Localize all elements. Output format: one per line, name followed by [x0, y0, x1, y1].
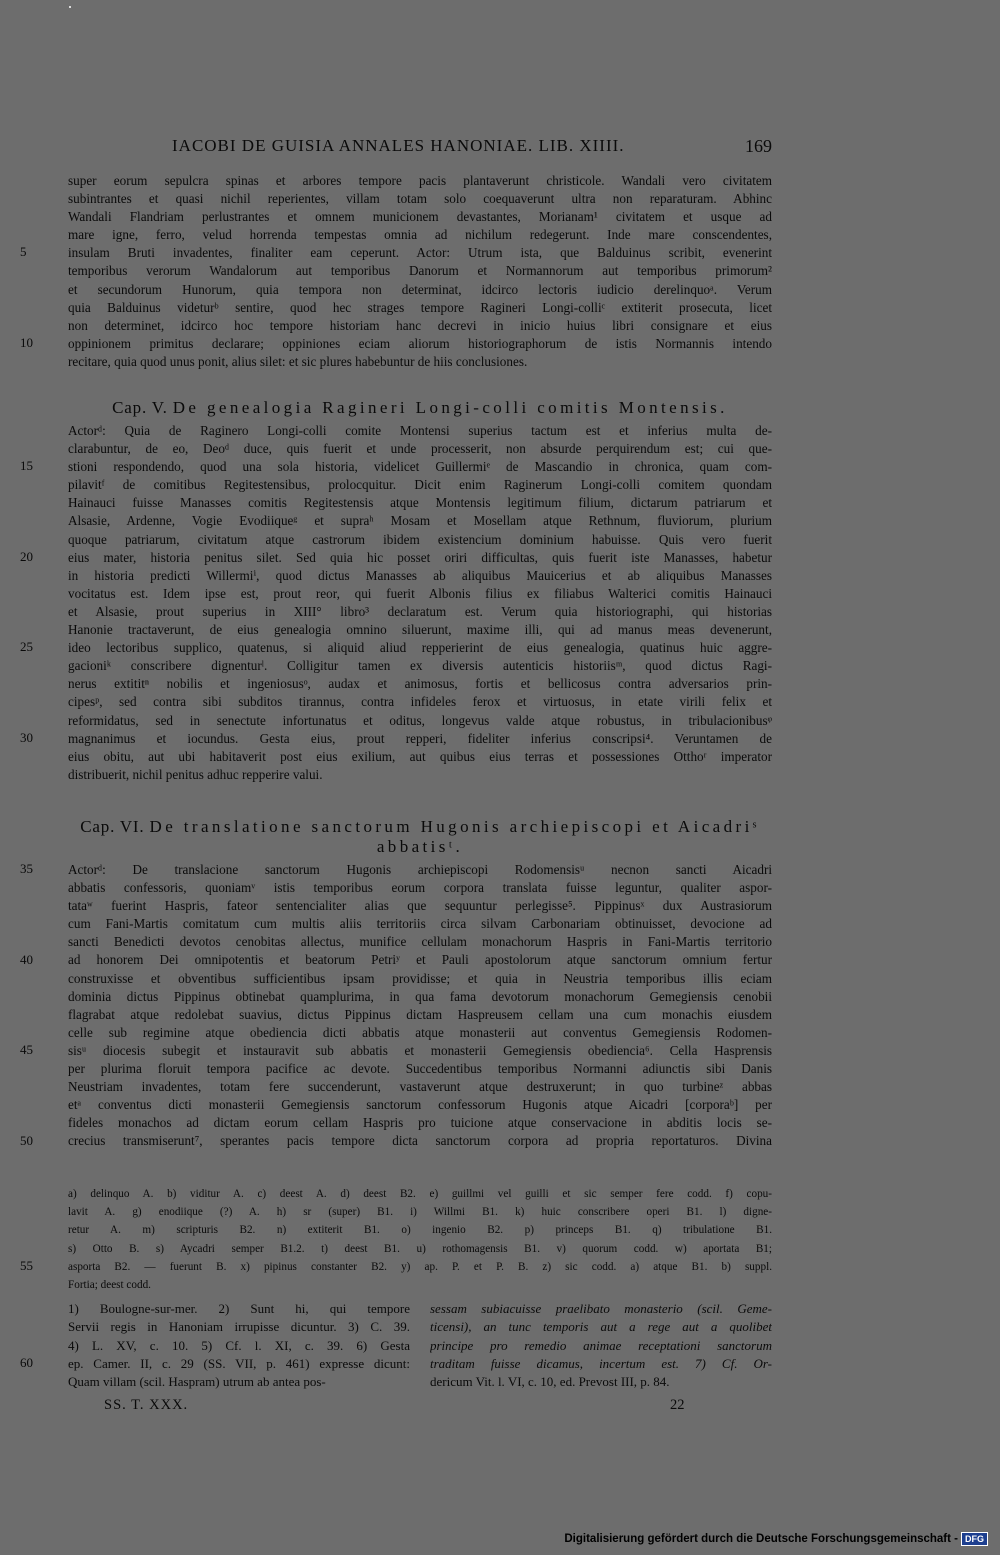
text-line [68, 1114, 772, 1132]
line-number: 25 [20, 639, 33, 655]
line-text: temporibus verorum Wandalorum aut temporibus Danorum et Normannorum aut temporibus primorum² [68, 263, 772, 279]
text-line [68, 567, 772, 585]
running-head [172, 136, 772, 157]
text-line [68, 951, 772, 969]
text-line [68, 244, 772, 262]
text-line [68, 1185, 772, 1203]
line-text: reformidatus, sed in senectute infortunatus et oditus, longevus valde atque robustus, in tribulacionibusᵠ [68, 712, 772, 728]
text-line [68, 422, 772, 440]
text-line [68, 693, 772, 711]
text-line [68, 897, 772, 915]
line-text: retur A. m) scripturis B2. n) extiterit B1. o) ingenio B2. p) princeps B1. q) tribulatione B1. [68, 1224, 772, 1237]
line-text: oppinionem primitus declarare; oppiniones eciam aliorum historiographorum de istis Normannis intendo [68, 335, 772, 351]
text-line [68, 262, 772, 280]
text-line [68, 335, 772, 353]
line-number: 30 [20, 729, 33, 745]
text-line [68, 1203, 772, 1221]
text-line [68, 657, 772, 675]
line-text: fideles monachos ad dictam eorum cellam Haspris pro tuicione atque conservacione in abditis locis se- [68, 1115, 772, 1131]
text-line [68, 1337, 410, 1355]
historical-notes-left [68, 1300, 410, 1391]
text-line [68, 748, 772, 766]
paragraph-wandali [68, 172, 772, 371]
line-text: sancti Benedicti devotos cenobitas allectus, munifice cellulam monachorum Haspris in Fani-Martis territorio [68, 934, 772, 950]
text-line [68, 603, 772, 621]
text-line [68, 172, 772, 190]
line-text: stioni respondendo, quod una sola historia, videlicet Guillermiᵉ de Mascandio in chronica, quam com- [68, 459, 772, 475]
chapter-title: De genealogia Ragineri Longi-colli comitis Montensis. [172, 398, 728, 417]
line-text: celle sub regimine atque obediencia dicti abbatis atque monasterii aut conventus Gemegiensis Rodomen- [68, 1024, 772, 1040]
chapter-label: Cap. V. [112, 398, 168, 417]
text-line [68, 494, 772, 512]
text-line [68, 621, 772, 639]
line-text: ideo lectoribus supplico, quatenus, si aliquid aliud repperierint de eius genealogia, quatinus huic aggre- [68, 640, 772, 656]
scan-speck [69, 6, 71, 8]
text-line [68, 861, 772, 879]
line-text: Hainauci fuisse Manasses comitis Regitestensis atque Montensis legitimum filium, dictarum patriarum et [68, 495, 772, 511]
text-line [68, 766, 772, 784]
running-title: IACOBI DE GUISIA ANNALES HANONIAE. LIB. XIIII. [172, 136, 625, 155]
text-line [68, 226, 772, 244]
line-text: clarabuntur, de eo, Deoᵈ duce, quis fuerit et unde processerit, non absurde perquirendum est; cui que- [68, 441, 772, 457]
line-text: quoque patriarum, civitatum atque castrorum ibidem existencium dominium habuisse. Quis vero fuerit [68, 531, 772, 547]
text-line [68, 531, 772, 549]
line-text: flagrabat atque redolebat suavius, dictus Pippinus dictam Haspreusem cellam una cum monachis eiusdem [68, 1006, 772, 1022]
line-text: Actorᵈ: De translacione sanctorum Hugonis archiepiscopi Rodomensisᵘ necnon sancti Aicadri [68, 862, 772, 877]
text-line [68, 1318, 410, 1336]
line-number: 10 [20, 334, 33, 350]
line-text: gacioniᵏ conscribere dignenturˡ. Colligitur tamen ex diversis autenticis historiisᵐ, quod dictus Ragi- [68, 658, 772, 674]
line-text: abbatis confessoris, quoniamᵛ istis temporibus eorum corpora translata fuisse leguntur, qualiter aspor- [68, 880, 772, 896]
text-line [68, 712, 772, 730]
note-line: sessam subiacuisse praelibato monasterio (scil. Geme- [430, 1301, 772, 1316]
line-text: distribuerit, nichil penitus adhuc repperire valui. [68, 766, 323, 782]
line-text: a) delinquo A. b) viditur A. c) deest A. d) deest B2. e) guillmi vel guilli et sic semper fere codd. f) copu- [68, 1188, 772, 1200]
dfg-credit [564, 1532, 988, 1546]
note-line: principe pro remedio animae receptationi sanctorum [430, 1337, 772, 1353]
note-line: ticensi), an tunc temporis aut a rege aut a quolibet [430, 1319, 772, 1335]
line-text: eius obitu, aut ubi habitaverit post eius exilium, aut quibus eius terras et possessiones Otthoʳ imperator [68, 748, 772, 764]
line-text: dominia dictus Pippinus obtinebat quamplurima, in qua fama devotorum monachorum Gemegiensis cenobii [68, 988, 772, 1004]
text-line [68, 988, 772, 1006]
line-text: tataʷ fuerint Haspris, fateor sentencialiter alias que sequuntur perlegisse⁵. Pippinusˣ dux Austrasiorum [68, 898, 772, 914]
line-text: Fortia; deest codd. [68, 1279, 151, 1292]
line-text: vocitatus est. Idem ipse est, prout reor, qui fuerit Albonis filius ex filiabus Walterici comitis Hainauci [68, 585, 772, 601]
text-line [68, 1258, 772, 1276]
line-text: subintrantes et quasi nichil reperientes, villam totam solo coequaverunt ultra non reparaturam. Abhinc [68, 191, 772, 207]
text-line [68, 1300, 410, 1318]
line-number: 60 [20, 1354, 33, 1370]
line-text: crecius transmiserunt⁷, sperantes pacis tempore dicta sanctorum corpora ad propria reportaturos. Divina [68, 1133, 772, 1149]
text-line [68, 549, 772, 567]
text-line [68, 512, 772, 530]
line-number: 5 [20, 244, 27, 260]
text-line [68, 1006, 772, 1024]
text-line [68, 476, 772, 494]
line-text: per plurima floruit tempora pacifice ac devote. Succedentibus temporibus Normanni adiunctis sibi Danis [68, 1061, 772, 1077]
line-number: 50 [20, 1132, 33, 1148]
chapter-heading-5 [68, 398, 772, 418]
line-number: 45 [20, 1042, 33, 1057]
text-line [68, 1276, 772, 1294]
text-line [68, 730, 772, 748]
line-number: 15 [20, 458, 33, 474]
dfg-logo: DFG [961, 1532, 988, 1546]
text-line [68, 675, 772, 693]
line-text: non determinet, idcirco hoc tempore historiam hanc decrevi in inicio huius libri consignare et eius [68, 317, 772, 333]
text-line [68, 1355, 410, 1373]
line-text: nerus extititⁿ nobilis et ingeniosusᵒ, audax et animosus, fortis et bellicosus contra adversarios prin- [68, 676, 772, 692]
historical-notes-right [430, 1300, 772, 1391]
text-line [68, 317, 772, 335]
text-line [68, 879, 772, 897]
text-line [68, 933, 772, 951]
line-text: s) Otto B. s) Aycadri semper B1.2. t) deest B1. u) rothomagensis B1. v) quorum codd. w) aportata B1; [68, 1242, 772, 1255]
line-text: Alsasie, Ardenne, Vogie Evodiiqueᵍ et supraʰ Mosam et Mosellam atque Rethnum, fluviorum, plurium [68, 513, 772, 529]
text-line [68, 299, 772, 317]
line-text: in historia predicti Willermiⁱ, quod dictus Manasses ab aliquibus Mauicerius et ab aliquibus Manasses [68, 567, 772, 583]
line-text: eius mater, historia penitus silet. Sed quia hic posset oriri difficultas, quis fuerit iste Manasses, habetur [68, 549, 772, 565]
line-text: 4) L. XV, c. 10. 5) Cf. l. XI, c. 39. 6) Gesta [68, 1337, 410, 1353]
line-text: sisᵘ diocesis subegit et instauravit sub abbatis et monasterii Gemegiensis obediencia⁶. Cella Hasprensis [68, 1042, 772, 1058]
line-text: Quam villam (scil. Haspram) utrum ab antea pos- [68, 1374, 326, 1390]
line-text: etᵃ conventus dicti monasterii Gemegiensis sanctorum confessorum Hugonis atque Aicadri [corporaᵇ] per [68, 1097, 772, 1113]
line-text: lavit A. g) enodiique (?) A. h) sr (super) B1. i) Willmi B1. k) huic conscribere operi B1. l) digne- [68, 1206, 772, 1219]
text-line [68, 1078, 772, 1096]
text-line [68, 1060, 772, 1078]
text-line [68, 639, 772, 657]
paragraph-translatione [68, 861, 772, 1151]
text-line [68, 970, 772, 988]
text-line [68, 458, 772, 476]
text-line [68, 1096, 772, 1114]
line-text: et secundorum Hunorum, quia tempora non determinat, idcirco lectoris iudicio derelinquoᵃ. Verum [68, 281, 772, 297]
chapter-heading-6 [68, 817, 772, 837]
text-line [68, 585, 772, 603]
text-line [68, 190, 772, 208]
text-line [68, 440, 772, 458]
line-text: mare igne, ferro, velud horrenda tempestas omnia ad nichilum redegerunt. Inde mare conscendentes, [68, 227, 772, 243]
line-text: et Alsasie, prout superius in XIII° libro³ declaratum est. Verum quia historiographi, qui historias [68, 603, 772, 619]
text-line [68, 1132, 772, 1150]
line-text: ad honorem Dei omnipotentis et beatorum Petriʸ et Pauli apostolorum atque sanctorum omnium fertur [68, 952, 772, 968]
text-line [68, 1024, 772, 1042]
line-text: construxisse et obventibus sufficientibus ipsam providisse; et quia in Neustria temporibus illis eciam [68, 970, 772, 986]
text-line [68, 1240, 772, 1258]
line-text: Neustriam invadentes, totam fere succenderunt, vastaverunt atque destruxerunt; in quo turbineᶻ abbas [68, 1079, 772, 1095]
line-text: Wandali Flandriam perlustrantes et omnem municionem devastantes, Morianam¹ civitatem et usque ad [68, 209, 772, 225]
line-text: Actorᵈ: Quia de Raginero Longi-colli comite Montensi superius tactum est et inferius multa de- [68, 423, 772, 438]
volume-signature: SS. T. XXX. [104, 1397, 189, 1413]
line-text: cipesᵖ, sed contra sibi subditos tirannus, contra infideles ferox et virtuosus, in etate virili felix et [68, 694, 772, 710]
line-text: magnanimus et iocundus. Gesta eius, prout repperi, fideliter inferius conscripsi⁴. Veruntamen de [68, 730, 772, 746]
text-line [68, 915, 772, 933]
line-text: quia Balduinus videturᵇ sentire, quod hec strages tempore Ragineri Longi-colliᶜ extiterit prosecuta, licet [68, 299, 772, 315]
sheet-number: 22 [670, 1397, 685, 1413]
chapter-label: Cap. VI. [80, 817, 145, 836]
line-text: recitare, quia quod unus ponit, alius silet: et sic plures habebuntur de hiis conclusiones. [68, 353, 528, 369]
line-text: Hanonie tractaverunt, de eius genealogia omnino siluerunt, maxime illi, qui ad manus meas devenerunt, [68, 622, 772, 638]
line-text: asporta B2. — fuerunt B. x) pipinus constanter B2. y) ap. P. et P. B. z) sic codd. a) atque B1. b) suppl. [68, 1260, 772, 1273]
text-line [68, 208, 772, 226]
note-line: dericum Vit. l. VI, c. 10, ed. Prevost III, p. 84. [430, 1374, 670, 1390]
line-text: Servii regis in Hanoniam irrupisse dicuntur. 3) C. 39. [68, 1319, 410, 1335]
chapter-title-continuation: abbatisᵗ. [376, 837, 464, 856]
paragraph-genealogia [68, 422, 772, 784]
line-number: 40 [20, 951, 33, 967]
page-number: 169 [745, 136, 772, 156]
line-text: insulam Bruti invadentes, finaliter eam ceperunt. Actor: Utrum ista, que Balduinus scribit, evenerint [68, 245, 772, 261]
line-text: 1) Boulogne-sur-mer. 2) Sunt hi, qui tempore [68, 1301, 410, 1316]
text-line [68, 1221, 772, 1239]
line-number: 35 [20, 861, 33, 876]
line-text: ep. Camer. II, c. 29 (SS. VII, p. 461) expresse dicunt: [68, 1355, 410, 1371]
line-text: pilavitᶠ de comitibus Regitestensibus, prolocquitur. Dicit enim Raginerum Longi-colli comitem quondam [68, 477, 772, 493]
text-line [68, 281, 772, 299]
line-number: 20 [20, 548, 33, 564]
note-line: traditam fuisse dicamus, incertum est. 7) Cf. Or- [430, 1355, 772, 1371]
line-text: cum Fani-Martis comitatum cum multis aliis territoriis circa silvam Carbonariam obtinuisset, devocione ad [68, 916, 772, 932]
chapter-title: De translatione sanctorum Hugonis archiepiscopi et Aicadriˢ [149, 817, 760, 836]
line-text: super eorum sepulcra spinas et arbores tempore pacis plantaverunt christicole. Wandali vero civitatem [68, 173, 772, 188]
dfg-credit-text: Digitalisierung gefördert durch die Deutsche Forschungsgemeinschaft - [564, 1533, 958, 1545]
line-number: 55 [20, 1257, 33, 1273]
text-line [68, 1373, 410, 1391]
textual-apparatus [68, 1185, 772, 1294]
text-line [68, 353, 772, 371]
text-line [68, 1042, 772, 1060]
